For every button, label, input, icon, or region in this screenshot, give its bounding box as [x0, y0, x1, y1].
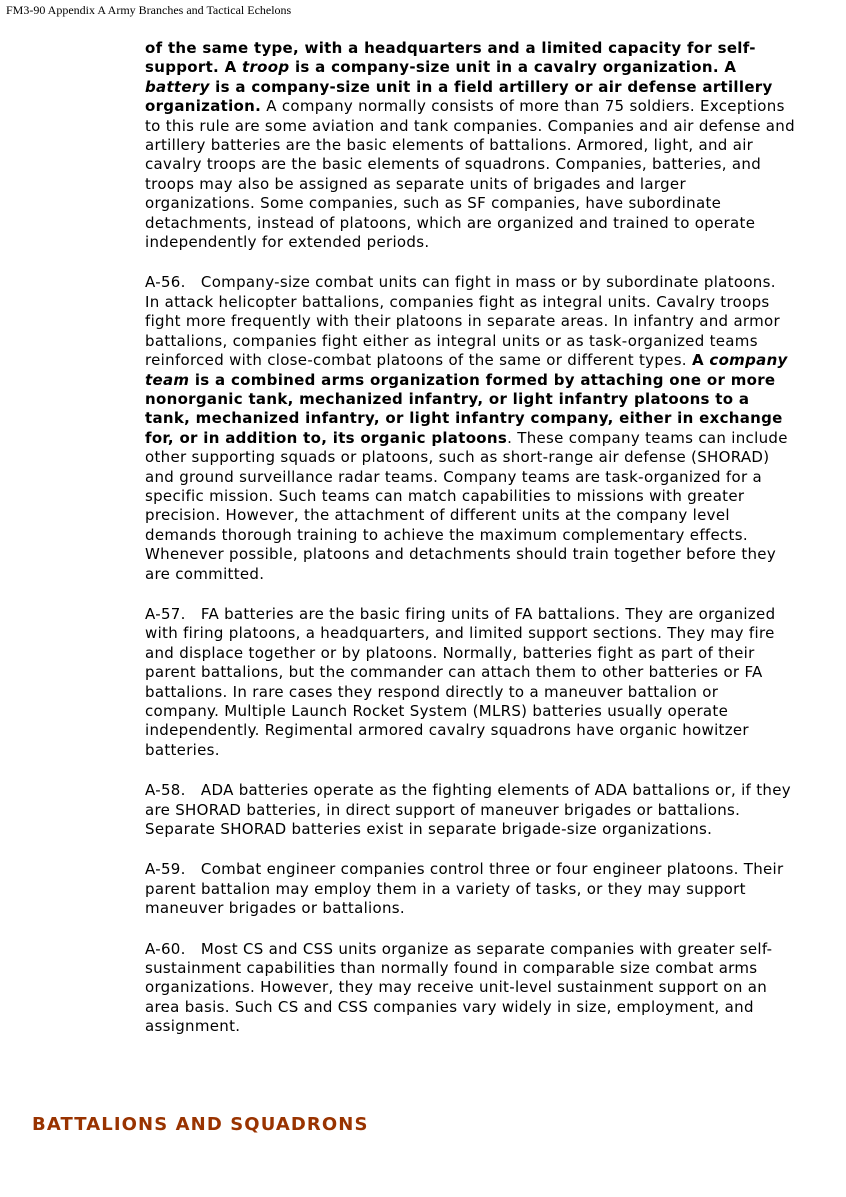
- definition-text: of the same type, with a headquarters and a limited capacity for self-support. A troop is a company-size unit in a cavalry organization. A battery is a company-size unit in a field artillery or air defense artillery organization.: [145, 39, 773, 116]
- term-battery: battery: [145, 77, 210, 96]
- definition-text: A company team is a combined arms organization formed by attaching one or more nonorganic tank, mechanized infantry, or light infantry platoons to a tank, mechanized infantry, or light infantry company, either in exchange for, or in addition to, its organic platoons: [145, 351, 788, 447]
- running-header: FM3-90 Appendix A Army Branches and Tactical Echelons: [6, 3, 292, 17]
- paragraph-a59: A-59. Combat engineer companies control three or four engineer platoons. Their parent battalion may employ them in a variety of tasks, or they may support maneuver brigades or battalions.: [145, 860, 784, 918]
- paragraph-number: A-56.: [145, 273, 186, 292]
- document-body: [145, 39, 795, 1058]
- paragraph-number: A-59.: [145, 860, 186, 879]
- paragraph-a57: A-57. FA batteries are the basic firing units of FA battalions. They are organized with firing platoons, a headquarters, and limited support sections. They may fire and displace together or by platoons. Normally, batteries fight as part of their parent battalions, but the commander can attach them to other batteries or FA battalions. In rare cases they respond directly to a maneuver battalion or company. Multiple Launch Rocket System (MLRS) batteries usually operate independently. Regimental armored cavalry squadrons have organic howitzer batteries.: [145, 604, 776, 759]
- paragraph-a56: A-56. Company-size combat units can fight in mass or by subordinate platoons. In attack helicopter battalions, companies fight as integral units. Cavalry troops fight more frequently with their platoons in separate areas. In infantry and armor battalions, companies fight either as integral units or as task-organized teams reinforced with close-combat platoons of the same or different types. A company team is a combined arms organization formed by attaching one or more nonorganic tank, mechanized infantry, or light infantry platoons to a tank, mechanized infantry, or light infantry company, either in exchange for, or in addition to, its organic platoons. These company teams can include other supporting squads or platoons, such as short-range air defense (SHORAD) and ground surveillance radar teams. Company teams are task-organized for a specific mission. Such teams can match capabilities to missions with greater precision. However, the attachment of different units at the company level demands thorough training to achieve the maximum complementary effects. Whenever possible, platoons and detachments should train together before they are committed.: [145, 273, 788, 583]
- paragraph-number: A-57.: [145, 604, 186, 623]
- paragraph-number: A-58.: [145, 781, 186, 800]
- paragraph-a58: A-58. ADA batteries operate as the fighting elements of ADA battalions or, if they are SHORAD batteries, in direct support of maneuver brigades or battalions. Separate SHORAD batteries exist in separate brigade-size organizations.: [145, 781, 791, 839]
- term-company-team: company team: [145, 351, 788, 389]
- paragraph-a60: A-60. Most CS and CSS units organize as separate companies with greater self-sustainment capabilities than normally found in comparable size combat arms organizations. However, they may receive unit-level sustainment support on an area basis. Such CS and CSS companies vary widely in size, employment, and assignment.: [145, 939, 773, 1036]
- paragraph-number: A-60.: [145, 939, 186, 958]
- section-heading: BATTALIONS AND SQUADRONS: [32, 1114, 369, 1135]
- term-troop: troop: [242, 58, 290, 77]
- continuation-paragraph: of the same type, with a headquarters and a limited capacity for self-support. A troop is a company-size unit in a cavalry organization. A battery is a company-size unit in a field artillery or air defense artillery organization. A company normally consists of more than 75 soldiers. Exceptions to this rule are some aviation and tank companies. Companies and air defense and artillery batteries are the basic elements of battalions. Armored, light, and air cavalry troops are the basic elements of squadrons. Companies, batteries, and troops may also be assigned as separate units of brigades and larger organizations. Some companies, such as SF companies, have subordinate detachments, instead of platoons, which are organized and trained to operate independently for extended periods.: [145, 39, 795, 252]
